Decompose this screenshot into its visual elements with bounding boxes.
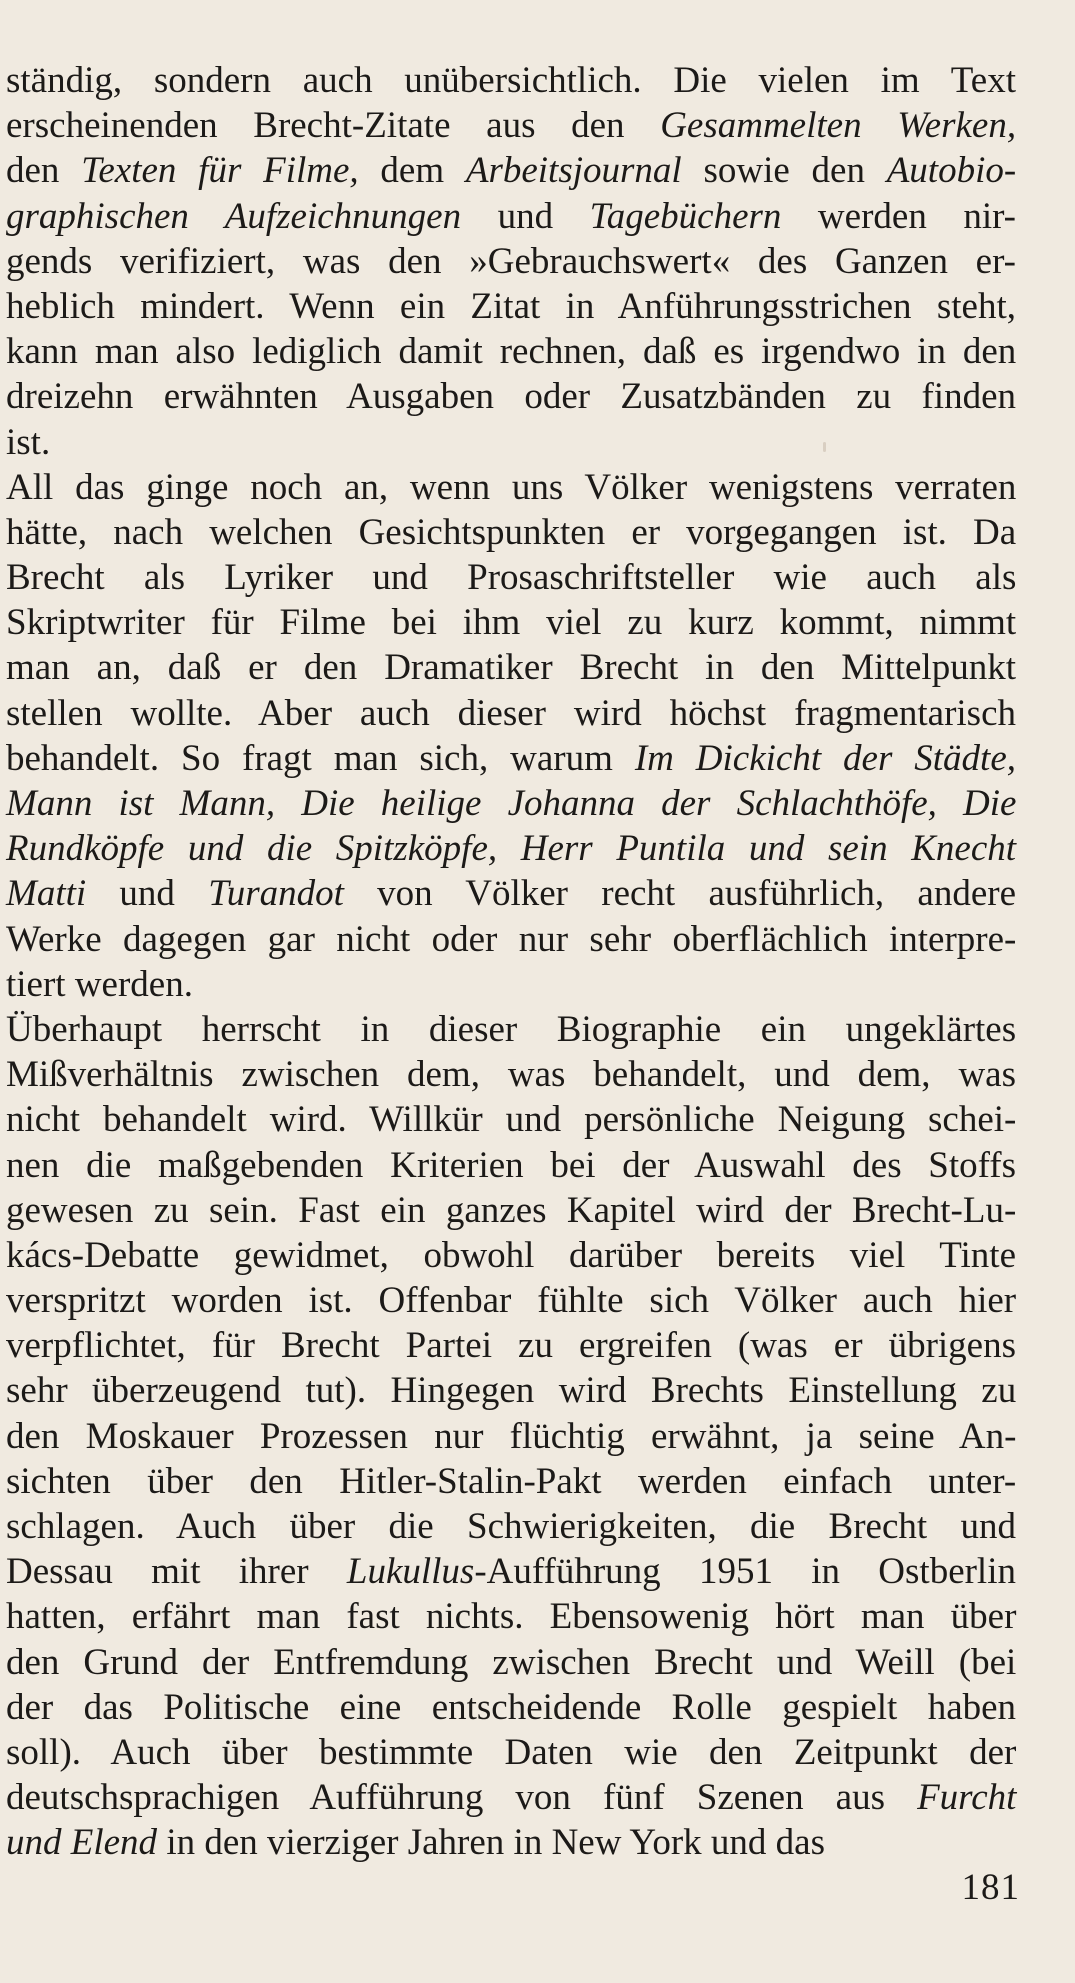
italic-title: Matti	[6, 873, 87, 915]
text-line	[6, 1323, 1016, 1368]
text-run: ist.	[6, 421, 51, 463]
italic-title: Furcht	[917, 1777, 1017, 1819]
text-run: Brecht als Lyriker und Prosaschriftsteller wie auch als	[6, 557, 1017, 599]
text-line	[6, 1685, 1016, 1730]
text-line	[6, 329, 1016, 374]
text-run: verspritzt worden ist. Offenbar fühlte sich Völker auch hier	[6, 1280, 1017, 1322]
text-run: hätte, nach welchen Gesichtspunkten er vorgegangen ist. Da	[6, 511, 1017, 553]
text-run: nen die maßgebenden Kriterien bei der Auswahl des Stoffs	[6, 1144, 1016, 1186]
text-line	[6, 1278, 1016, 1323]
text-line	[6, 645, 1016, 690]
text-line	[6, 1504, 1016, 1549]
text-run: deutschsprachigen Aufführung von fünf Szenen aus	[6, 1777, 918, 1819]
italic-title: Turandot	[208, 873, 344, 915]
text-line	[6, 781, 1016, 826]
italic-title: Lukullus	[346, 1551, 475, 1593]
text-line	[6, 1775, 1016, 1820]
text-run: den Moskauer Prozessen nur flüchtig erwähnt, ja seine An-	[6, 1415, 1017, 1457]
text-run: Überhaupt herrscht in dieser Biographie ein ungeklärtes	[6, 1008, 1017, 1050]
text-line	[6, 420, 1016, 465]
text-run: den Grund der Entfremdung zwischen Brecht und Weill (bei	[6, 1641, 1017, 1683]
italic-title: Autobio-	[886, 150, 1017, 192]
text-line	[6, 962, 1016, 1007]
text-run: stellen wollte. Aber auch dieser wird höchst fragmentarisch	[6, 692, 1016, 734]
italic-title: Rundköpfe und die Spitzköpfe, Herr Puntila und sein Knecht	[6, 828, 1017, 870]
text-run: All das ginge noch an, wenn uns Völker wenigstens verraten	[6, 466, 1017, 508]
text-run: gewesen zu sein. Fast ein ganzes Kapitel wird der Brecht-Lu-	[6, 1189, 1017, 1231]
text-run: soll). Auch über bestimmte Daten wie den Zeitpunkt der	[6, 1731, 1017, 1773]
text-line	[6, 600, 1016, 645]
text-line	[6, 1143, 1016, 1188]
text-line	[6, 465, 1016, 510]
text-line	[6, 1730, 1016, 1775]
italic-title: Im Dickicht der Städte,	[634, 737, 1017, 779]
text-run: von Völker recht ausführlich, andere	[343, 873, 1016, 915]
text-run: und	[461, 195, 590, 237]
italic-title: Arbeitsjournal	[465, 150, 682, 192]
text-run: Dessau mit ihrer	[6, 1551, 347, 1593]
text-line	[6, 1594, 1016, 1639]
text-run: ständig, sondern auch unübersichtlich. Die vielen im Text	[6, 60, 1016, 101]
page-number: 181	[961, 1867, 1020, 1908]
text-line	[6, 1097, 1016, 1142]
text-line	[6, 1052, 1016, 1097]
text-line	[6, 1233, 1016, 1278]
text-run: verpflichtet, für Brecht Partei zu ergreifen (was er übrigens	[6, 1325, 1016, 1367]
text-run: kann man also lediglich damit rechnen, daß es irgendwo in den	[6, 331, 1017, 373]
text-line	[6, 917, 1016, 962]
italic-title: Tagebüchern	[589, 195, 782, 237]
paragraph	[6, 1007, 1016, 1866]
text-run: tiert werden.	[6, 963, 193, 1005]
text-line	[6, 510, 1016, 555]
text-run: gends verifiziert, was den »Gebrauchswert« des Ganzen er-	[6, 240, 1016, 282]
text-line	[6, 1549, 1016, 1594]
text-run: dem	[358, 150, 466, 192]
text-run: kács-Debatte gewidmet, obwohl darüber bereits viel Tinte	[6, 1234, 1016, 1276]
italic-title: graphischen Aufzeichnungen	[6, 195, 462, 237]
text-run: heblich mindert. Wenn ein Zitat in Anführungsstrichen steht,	[6, 285, 1016, 327]
text-line	[6, 1188, 1016, 1233]
text-run: behandelt. So fragt man sich, warum	[6, 737, 635, 779]
text-line	[6, 555, 1016, 600]
text-line	[6, 736, 1016, 781]
text-line	[6, 194, 1016, 239]
text-run: und	[86, 873, 209, 915]
paragraph	[6, 465, 1016, 1007]
text-line	[6, 1640, 1016, 1685]
text-run: erscheinenden Brecht-Zitate aus den	[6, 105, 661, 147]
italic-title: Gesammelten Werken,	[660, 105, 1017, 147]
text-line	[6, 826, 1016, 871]
text-run: sowie den	[681, 150, 887, 192]
body-text	[6, 58, 1016, 1866]
text-run: den	[6, 150, 82, 192]
text-line	[6, 284, 1016, 329]
text-run: Skriptwriter für Filme bei ihm viel zu kurz kommt, nimmt	[6, 602, 1017, 644]
text-run: schlagen. Auch über die Schwierigkeiten, die Brecht und	[6, 1506, 1016, 1547]
italic-title: Texten für Filme,	[81, 150, 359, 192]
text-run: Werke dagegen gar nicht oder nur sehr oberflächlich interpre-	[6, 918, 1017, 960]
text-line	[6, 1459, 1016, 1504]
text-line	[6, 148, 1016, 193]
text-line	[6, 1368, 1016, 1413]
text-line	[6, 871, 1016, 916]
paper-speck	[823, 442, 826, 452]
text-line	[6, 374, 1016, 419]
text-run: der das Politische eine entscheidende Rolle gespielt haben	[6, 1686, 1017, 1728]
text-line	[6, 58, 1016, 103]
text-line	[6, 1007, 1016, 1052]
text-run: hatten, erfährt man fast nichts. Ebensowenig hört man über	[6, 1596, 1017, 1638]
text-run: sehr überzeugend tut). Hingegen wird Brechts Einstellung zu	[6, 1370, 1017, 1412]
text-run: in den vierziger Jahren in New York und das	[157, 1822, 825, 1864]
text-line	[6, 1820, 1016, 1865]
text-line	[6, 103, 1016, 148]
text-run: sichten über den Hitler-Stalin-Pakt werden einfach unter-	[6, 1460, 1017, 1502]
italic-title: Mann ist Mann, Die heilige Johanna der Schlachthöfe, Die	[6, 783, 1017, 824]
text-run: dreizehn erwähnten Ausgaben oder Zusatzbänden zu finden	[6, 376, 1016, 418]
text-run: werden nir-	[781, 195, 1016, 237]
text-run: nicht behandelt wird. Willkür und persönliche Neigung schei-	[6, 1099, 1017, 1141]
text-line	[6, 691, 1016, 736]
text-line	[6, 1414, 1016, 1459]
text-line	[6, 239, 1016, 284]
paragraph	[6, 58, 1016, 465]
text-run: -Aufführung 1951 in Ostberlin	[474, 1551, 1016, 1593]
text-run: man an, daß er den Dramatiker Brecht in den Mittelpunkt	[6, 647, 1016, 689]
text-run: Mißverhältnis zwischen dem, was behandelt, und dem, was	[6, 1054, 1016, 1096]
italic-title: und Elend	[6, 1822, 158, 1864]
